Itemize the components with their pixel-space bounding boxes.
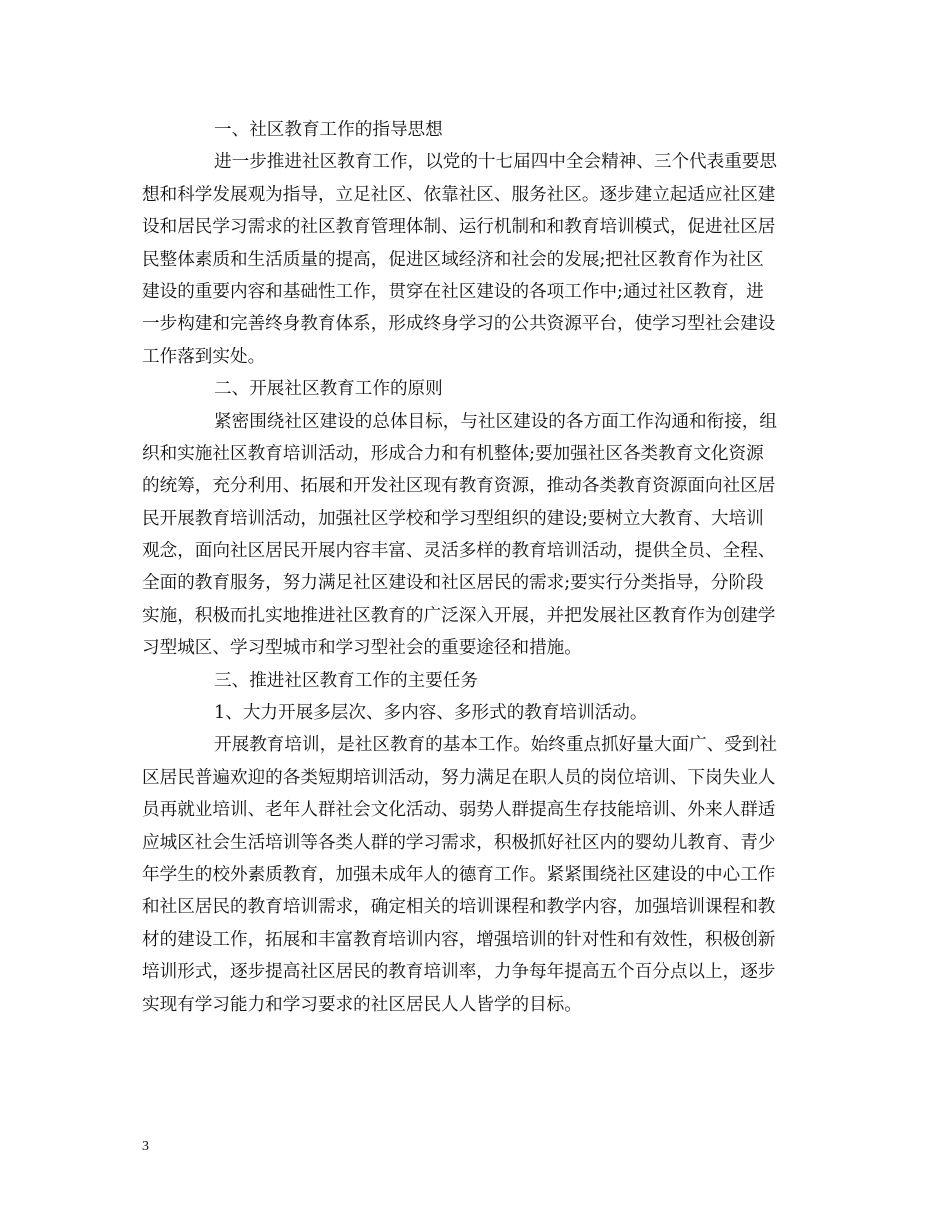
paragraph-line: 织和实施社区教育培训活动，形成合力和有机整体;要加强社区各类教育文化资源 <box>142 443 764 464</box>
paragraph-first-line: 一、社区教育工作的指导思想 <box>214 120 443 140</box>
paragraph-line: 员再就业培训、老年人群社会文化活动、弱势人群提高生存技能培训、外来人群适 <box>142 800 776 821</box>
paragraph-line: 习型城区、学习型城市和学习型社会的重要途径和措施。 <box>142 638 582 659</box>
paragraph-first-line: 三、推进社区教育工作的主要任务 <box>214 670 478 691</box>
paragraph-line: 建设的重要内容和基础性工作，贯穿在社区建设的各项工作中;通过社区教育，进 <box>142 281 764 302</box>
paragraph-first-line: 进一步推进社区教育工作，以党的十七届四中全会精神、三个代表重要思 <box>214 152 778 173</box>
paragraph-line: 想和科学发展观为指导，立足社区、依靠社区、服务社区。逐步建立起适应社区建 <box>142 184 776 205</box>
paragraph-line: 设和居民学习需求的社区教育管理体制、运行机制和和教育培训模式，促进社区居 <box>142 217 776 238</box>
paragraph-line: 培训形式，逐步提高社区居民的教育培训率，力争每年提高五个百分点以上，逐步 <box>142 962 776 983</box>
paragraph-line: 和社区居民的教育培训需求，确定相关的培训课程和教学内容，加强培训课程和教 <box>142 897 776 918</box>
document-body <box>142 114 822 1021</box>
paragraph-line: 区居民普遍欢迎的各类短期培训活动，努力满足在职人员的岗位培训、下岗失业人 <box>142 767 776 788</box>
paragraph-line: 实施，积极而扎实地推进社区教育的广泛深入开展，并把发展社区教育作为创建学 <box>142 605 776 626</box>
paragraph-first-line: 1、大力开展多层次、多内容、多形式的教育培训活动。 <box>214 703 648 724</box>
paragraph-line: 应城区社会生活培训等各类人群的学习需求，积极抓好社区内的婴幼儿教育、青少 <box>142 832 776 853</box>
paragraph-line: 民整体素质和生活质量的提高，促进区域经济和社会的发展;把社区教育作为社区 <box>142 249 764 270</box>
paragraph-line: 工作落到实处。 <box>142 346 266 367</box>
paragraph-first-line: 紧密围绕社区建设的总体目标，与社区建设的各方面工作沟通和衔接，组 <box>214 411 778 432</box>
paragraph-line: 民开展教育培训活动，加强社区学校和学习型组织的建设;要树立大教育、大培训 <box>142 508 764 529</box>
page-number: 3 <box>142 1139 149 1154</box>
paragraph-line: 观念，面向社区居民开展内容丰富、灵活多样的教育培训活动，提供全员、全程、 <box>142 541 776 562</box>
paragraph-line: 材的建设工作，拓展和丰富教育培训内容，增强培训的针对性和有效性，积极创新 <box>142 929 776 950</box>
paragraph-line: 实现有学习能力和学习要求的社区居民人人皆学的目标。 <box>142 994 582 1015</box>
paragraph-line: 全面的教育服务，努力满足社区建设和社区居民的需求;要实行分类指导，分阶段 <box>142 573 764 594</box>
paragraph-line: 一步构建和完善终身教育体系，形成终身学习的公共资源平台，使学习型社会建设 <box>142 314 776 335</box>
paragraph-line: 的统筹，充分利用、拓展和开发社区现有教育资源，推动各类教育资源面向社区居 <box>142 476 776 497</box>
paragraph-first-line: 二、开展社区教育工作的原则 <box>214 379 443 400</box>
paragraph-first-line: 开展教育培训，是社区教育的基本工作。始终重点抓好量大面广、受到社 <box>214 735 778 756</box>
paragraph-line: 年学生的校外素质教育，加强未成年人的德育工作。紧紧围绕社区建设的中心工作 <box>142 864 776 885</box>
